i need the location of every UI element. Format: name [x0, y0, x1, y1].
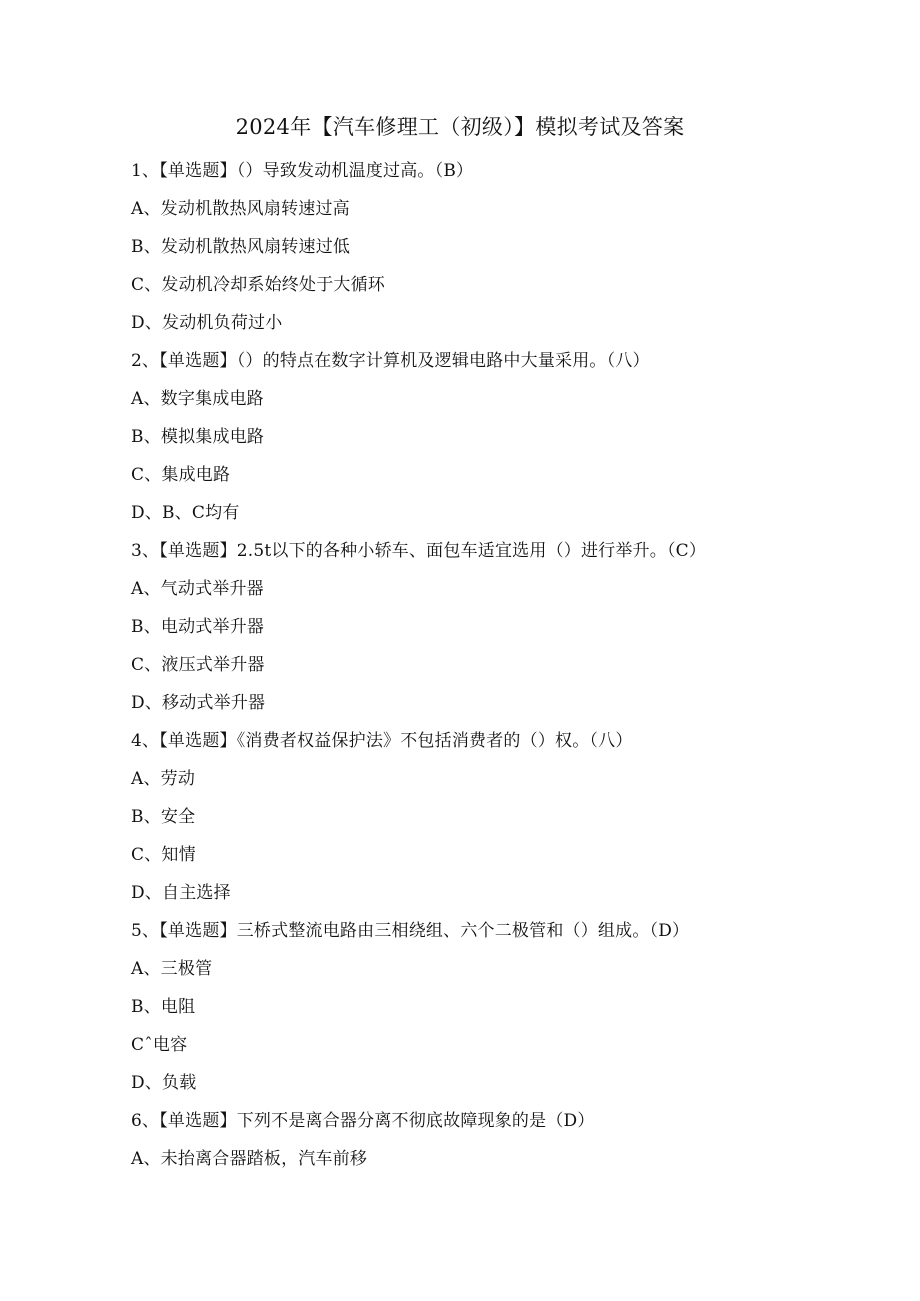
question-3-option-c: C、液压式举升器 — [131, 655, 265, 675]
question-4-option-d: D、自主选择 — [131, 883, 231, 903]
question-5-option-b: B、电阻 — [131, 997, 196, 1017]
question-3-stem: 3、【单选题】2.5t以下的各种小轿车、面包车适宜选用（）进行举升。（C） — [131, 541, 707, 561]
question-3-option-b: B、电动式举升器 — [131, 617, 265, 637]
question-4-option-b: B、安全 — [131, 807, 196, 827]
question-1-option-b: B、发动机散热风扇转速过低 — [131, 237, 351, 257]
question-2-option-c: C、集成电路 — [131, 465, 231, 485]
question-2-option-b: B、模拟集成电路 — [131, 427, 265, 447]
question-1-option-c: C、发动机冷却系始终处于大循环 — [131, 275, 386, 295]
question-3-option-a: A、气动式举升器 — [131, 579, 264, 599]
question-5-option-d: D、负载 — [131, 1073, 197, 1093]
question-4-stem: 4、【单选题】《消费者权益保护法》不包括消费者的（）权。（八） — [131, 731, 633, 751]
question-1-option-a: A、发动机散热风扇转速过高 — [131, 199, 350, 219]
question-5-option-c: Cˆ电容 — [131, 1035, 188, 1055]
question-list — [131, 152, 891, 1178]
question-1-stem: 1、【单选题】（）导致发动机温度过高。（B） — [131, 161, 474, 181]
question-2-option-d: D、B、C均有 — [131, 503, 240, 523]
question-2-stem: 2、【单选题】（）的特点在数字计算机及逻辑电路中大量采用。（八） — [131, 351, 650, 371]
question-5-stem: 5、【单选题】三桥式整流电路由三相绕组、六个二极管和（）组成。（D） — [131, 921, 690, 941]
question-1-option-d: D、发动机负荷过小 — [131, 313, 283, 333]
question-6-option-a: A、未抬离合器踏板，汽车前移 — [131, 1149, 368, 1169]
question-3-option-d: D、移动式举升器 — [131, 693, 266, 713]
question-2-option-a: A、数字集成电路 — [131, 389, 264, 409]
question-5-option-a: A、三极管 — [131, 959, 213, 979]
document-title: 2024年【汽车修理工（初级）】模拟考试及答案 — [235, 115, 685, 139]
question-6-stem: 6、【单选题】下列不是离合器分离不彻底故障现象的是（D） — [131, 1111, 595, 1131]
question-4-option-c: C、知情 — [131, 845, 196, 865]
question-4-option-a: A、劳动 — [131, 769, 196, 789]
